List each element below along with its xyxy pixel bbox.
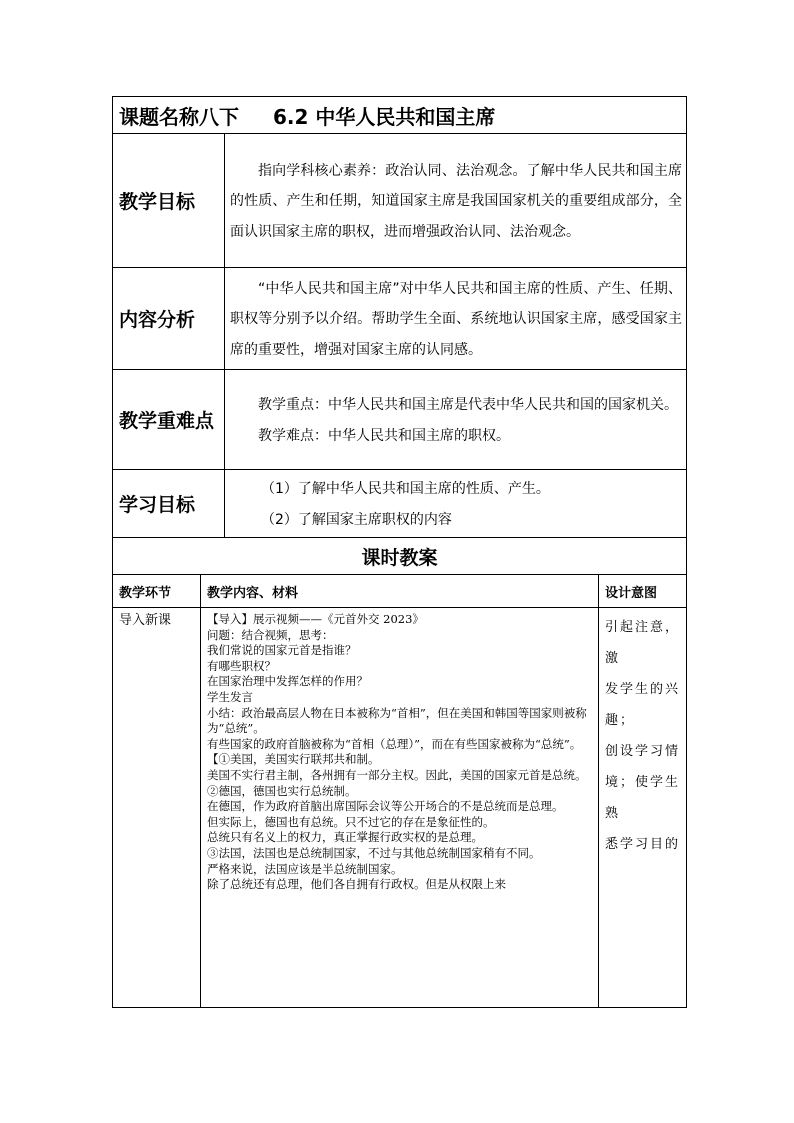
- lesson-title-row: [113, 97, 687, 134]
- analysis-content: [225, 268, 687, 370]
- material-line: 美国不实行君主制，各州拥有一部分主权。因此，美国的国家元首是总统。: [207, 767, 587, 782]
- objectives-label: 学习目标: [113, 470, 225, 538]
- lesson-plan-table: [112, 96, 687, 1008]
- analysis-text: “中华人民共和国主席”对中华人民共和国主席的性质、产生、任期、职权等分别予以介绍。帮助学生全面、系统地认识国家主席，感受国家主席的重要性，增强对国家主席的认同感。: [230, 280, 683, 358]
- intent-line: 引起注意，激: [605, 620, 681, 666]
- material-line: 总统只有名义上的权力，真正掌握行政实权的是总理。: [207, 830, 483, 845]
- intent-line: 悉学习目的: [605, 837, 681, 852]
- keypoints-content: [225, 370, 687, 470]
- intent-line: 境；使学生熟: [605, 775, 681, 821]
- material-cell: [201, 608, 599, 1008]
- material-line: 在德国，作为政府首脑出席国际会议等公开场合的不是总统而是总理。: [207, 799, 564, 814]
- objective-item: （2）了解国家主席职权的内容: [261, 511, 452, 528]
- material-line: 学生发言: [207, 689, 253, 704]
- material-line: 有些国家的政府首脑被称为“首相（总理）”，而在有些国家被称为“总统”。: [207, 736, 582, 751]
- material-line: ②德国，德国也实行总统制。: [207, 783, 357, 798]
- material-line: 在国家治理中发挥怎样的作用？: [207, 674, 368, 689]
- analysis-label: 内容分析: [113, 268, 225, 370]
- material-line: 有哪些职权？: [207, 658, 276, 673]
- material-line: 严格来说，法国应该是半总统制国家。: [207, 861, 403, 876]
- column-header-stage: 教学环节: [113, 575, 201, 608]
- table-row: [113, 608, 687, 1008]
- objectives-content: [225, 470, 687, 538]
- stage-cell: 导入新课: [113, 608, 201, 1008]
- goals-label: 教学目标: [113, 134, 225, 268]
- material-line: 【①美国，美国实行联邦共和制。: [207, 752, 380, 767]
- material-line: 我们常说的国家元首是指谁？: [207, 643, 357, 658]
- material-line: 问题：结合视频，思考：: [207, 627, 334, 642]
- material-line: 小结：政治最高层人物在日本被称为“首相”，但在美国和韩国等国家则被称为“总统”。: [207, 705, 587, 736]
- objective-item: （1）了解中华人民共和国主席的性质、产生。: [261, 481, 550, 497]
- column-header-intent: 设计意图: [599, 575, 687, 608]
- keypoints-label: 教学重难点: [113, 370, 225, 470]
- goals-text: 指向学科核心素养：政治认同、法治观念。了解中华人民共和国主席的性质、产生和任期，知道国家主席是我国国家机关的重要组成部分，全面认识国家主席的职权，进而增强政治认同、法治观念。: [230, 162, 683, 240]
- lesson-title-text: 6.2 中华人民共和国主席: [273, 104, 496, 129]
- goals-content: [225, 134, 687, 268]
- material-line: 【导入】展示视频——《元首外交 2023》: [207, 612, 424, 626]
- lesson-title-label: 课题名称八下: [119, 104, 239, 129]
- plan-heading: 课时教案: [113, 538, 687, 575]
- material-line: ③法国，法国也是总统制国家，不过与其他总统制国家稍有不同。: [207, 845, 541, 860]
- key-point-text: 教学重点：中华人民共和国主席是代表中华人民共和国的国家机关。: [258, 397, 678, 413]
- material-line: 除了总统还有总理，他们各自拥有行政权。但是从权限上来: [207, 877, 506, 892]
- difficult-point-text: 教学难点：中华人民共和国主席的职权。: [258, 427, 510, 444]
- intent-cell: [599, 608, 687, 1008]
- material-line: 但实际上，德国也有总统。只不过它的存在是象征性的。: [207, 814, 495, 829]
- intent-line: 趣；: [605, 713, 636, 728]
- intent-line: 发学生的兴: [605, 682, 681, 697]
- lesson-plan-document: [112, 96, 686, 1008]
- column-header-content: 教学内容、材料: [201, 575, 599, 608]
- intent-line: 创设学习情: [605, 744, 681, 759]
